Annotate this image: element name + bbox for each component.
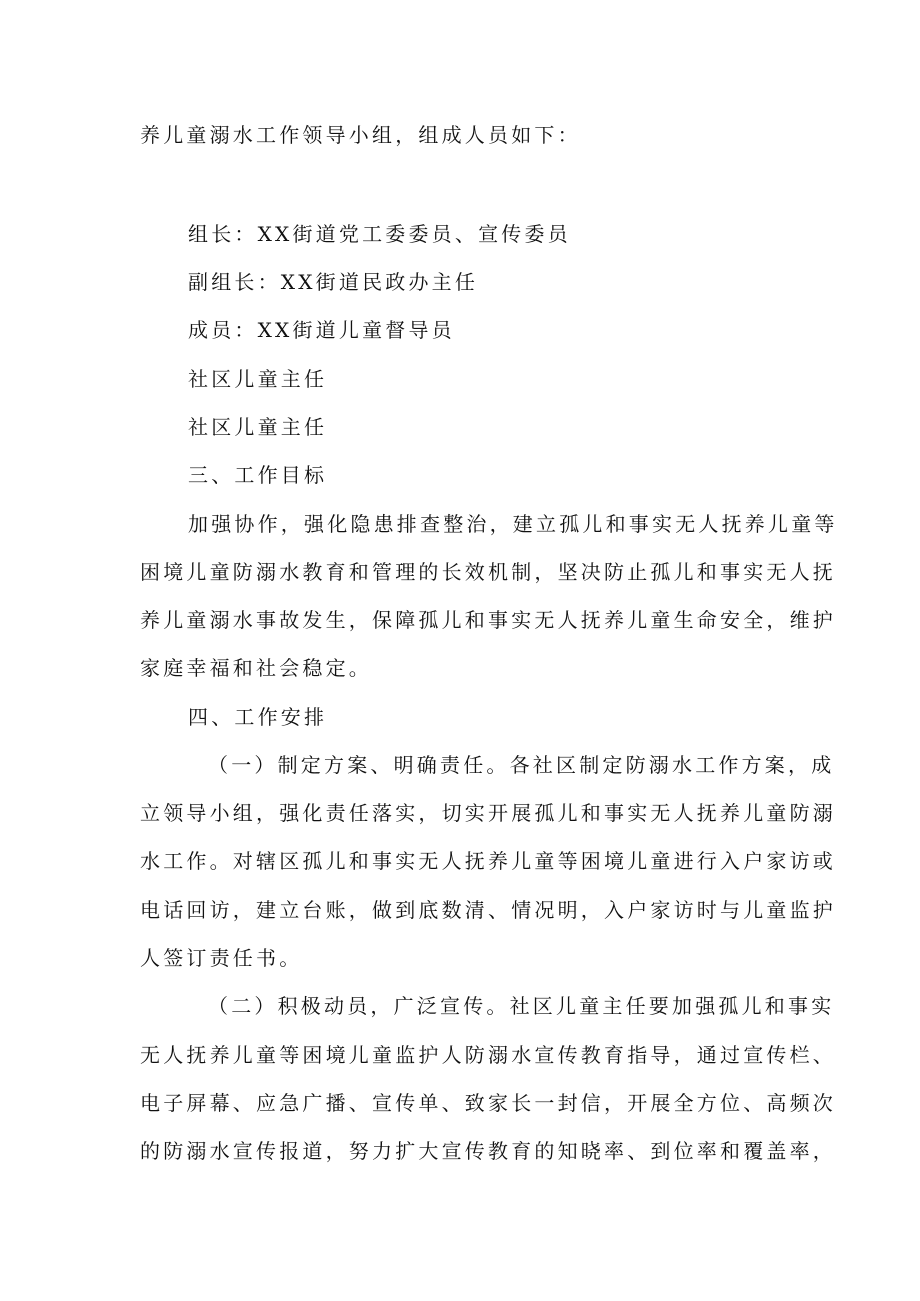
section-heading: 三、工作目标	[188, 463, 328, 487]
text-line: 困境儿童防溺水教育和管理的长效机制，坚决防止孤儿和事实无人抚	[140, 560, 836, 584]
text-line: 社区儿童主任	[188, 415, 328, 439]
text-line: 电子屏幕、应急广播、宣传单、致家长一封信，开展全方位、高频次	[140, 1091, 836, 1115]
section-heading: 四、工作安排	[188, 705, 328, 729]
text-line: 无人抚养儿童等困境儿童监护人防溺水宣传教育指导，通过宣传栏、	[140, 1043, 836, 1067]
text-line: （二）积极动员，广泛宣传。社区儿童主任要加强孤儿和事实	[208, 994, 835, 1018]
text-line: 养儿童溺水工作领导小组，组成人员如下：	[140, 123, 581, 147]
text-line: 加强协作，强化隐患排查整治，建立孤儿和事实无人抚养儿童等	[188, 512, 838, 536]
text-line: 养儿童溺水事故发生，保障孤儿和事实无人抚养儿童生命安全，维护	[140, 608, 836, 632]
text-line: 电话回访，建立台账，做到底数清、情况明，入户家访时与儿童监护	[140, 898, 836, 922]
text-line: 组长：XX街道党工委委员、宣传委员	[188, 222, 571, 246]
text-line: 社区儿童主任	[188, 367, 328, 391]
text-line: 人签订责任书。	[140, 946, 303, 970]
text-line: 的防溺水宣传报道，努力扩大宣传教育的知晓率、到位率和覆盖率，	[140, 1139, 836, 1163]
text-line: 成员：XX街道儿童督导员	[188, 318, 455, 342]
text-line: （一）制定方案、明确责任。各社区制定防溺水工作方案，成	[208, 753, 835, 777]
text-line: 立领导小组，强化责任落实，切实开展孤儿和事实无人抚养儿童防溺	[140, 801, 836, 825]
text-line: 副组长：XX街道民政办主任	[188, 270, 479, 294]
text-line: 家庭幸福和社会稳定。	[140, 656, 372, 680]
text-line: 水工作。对辖区孤儿和事实无人抚养儿童等困境儿童进行入户家访或	[140, 849, 836, 873]
